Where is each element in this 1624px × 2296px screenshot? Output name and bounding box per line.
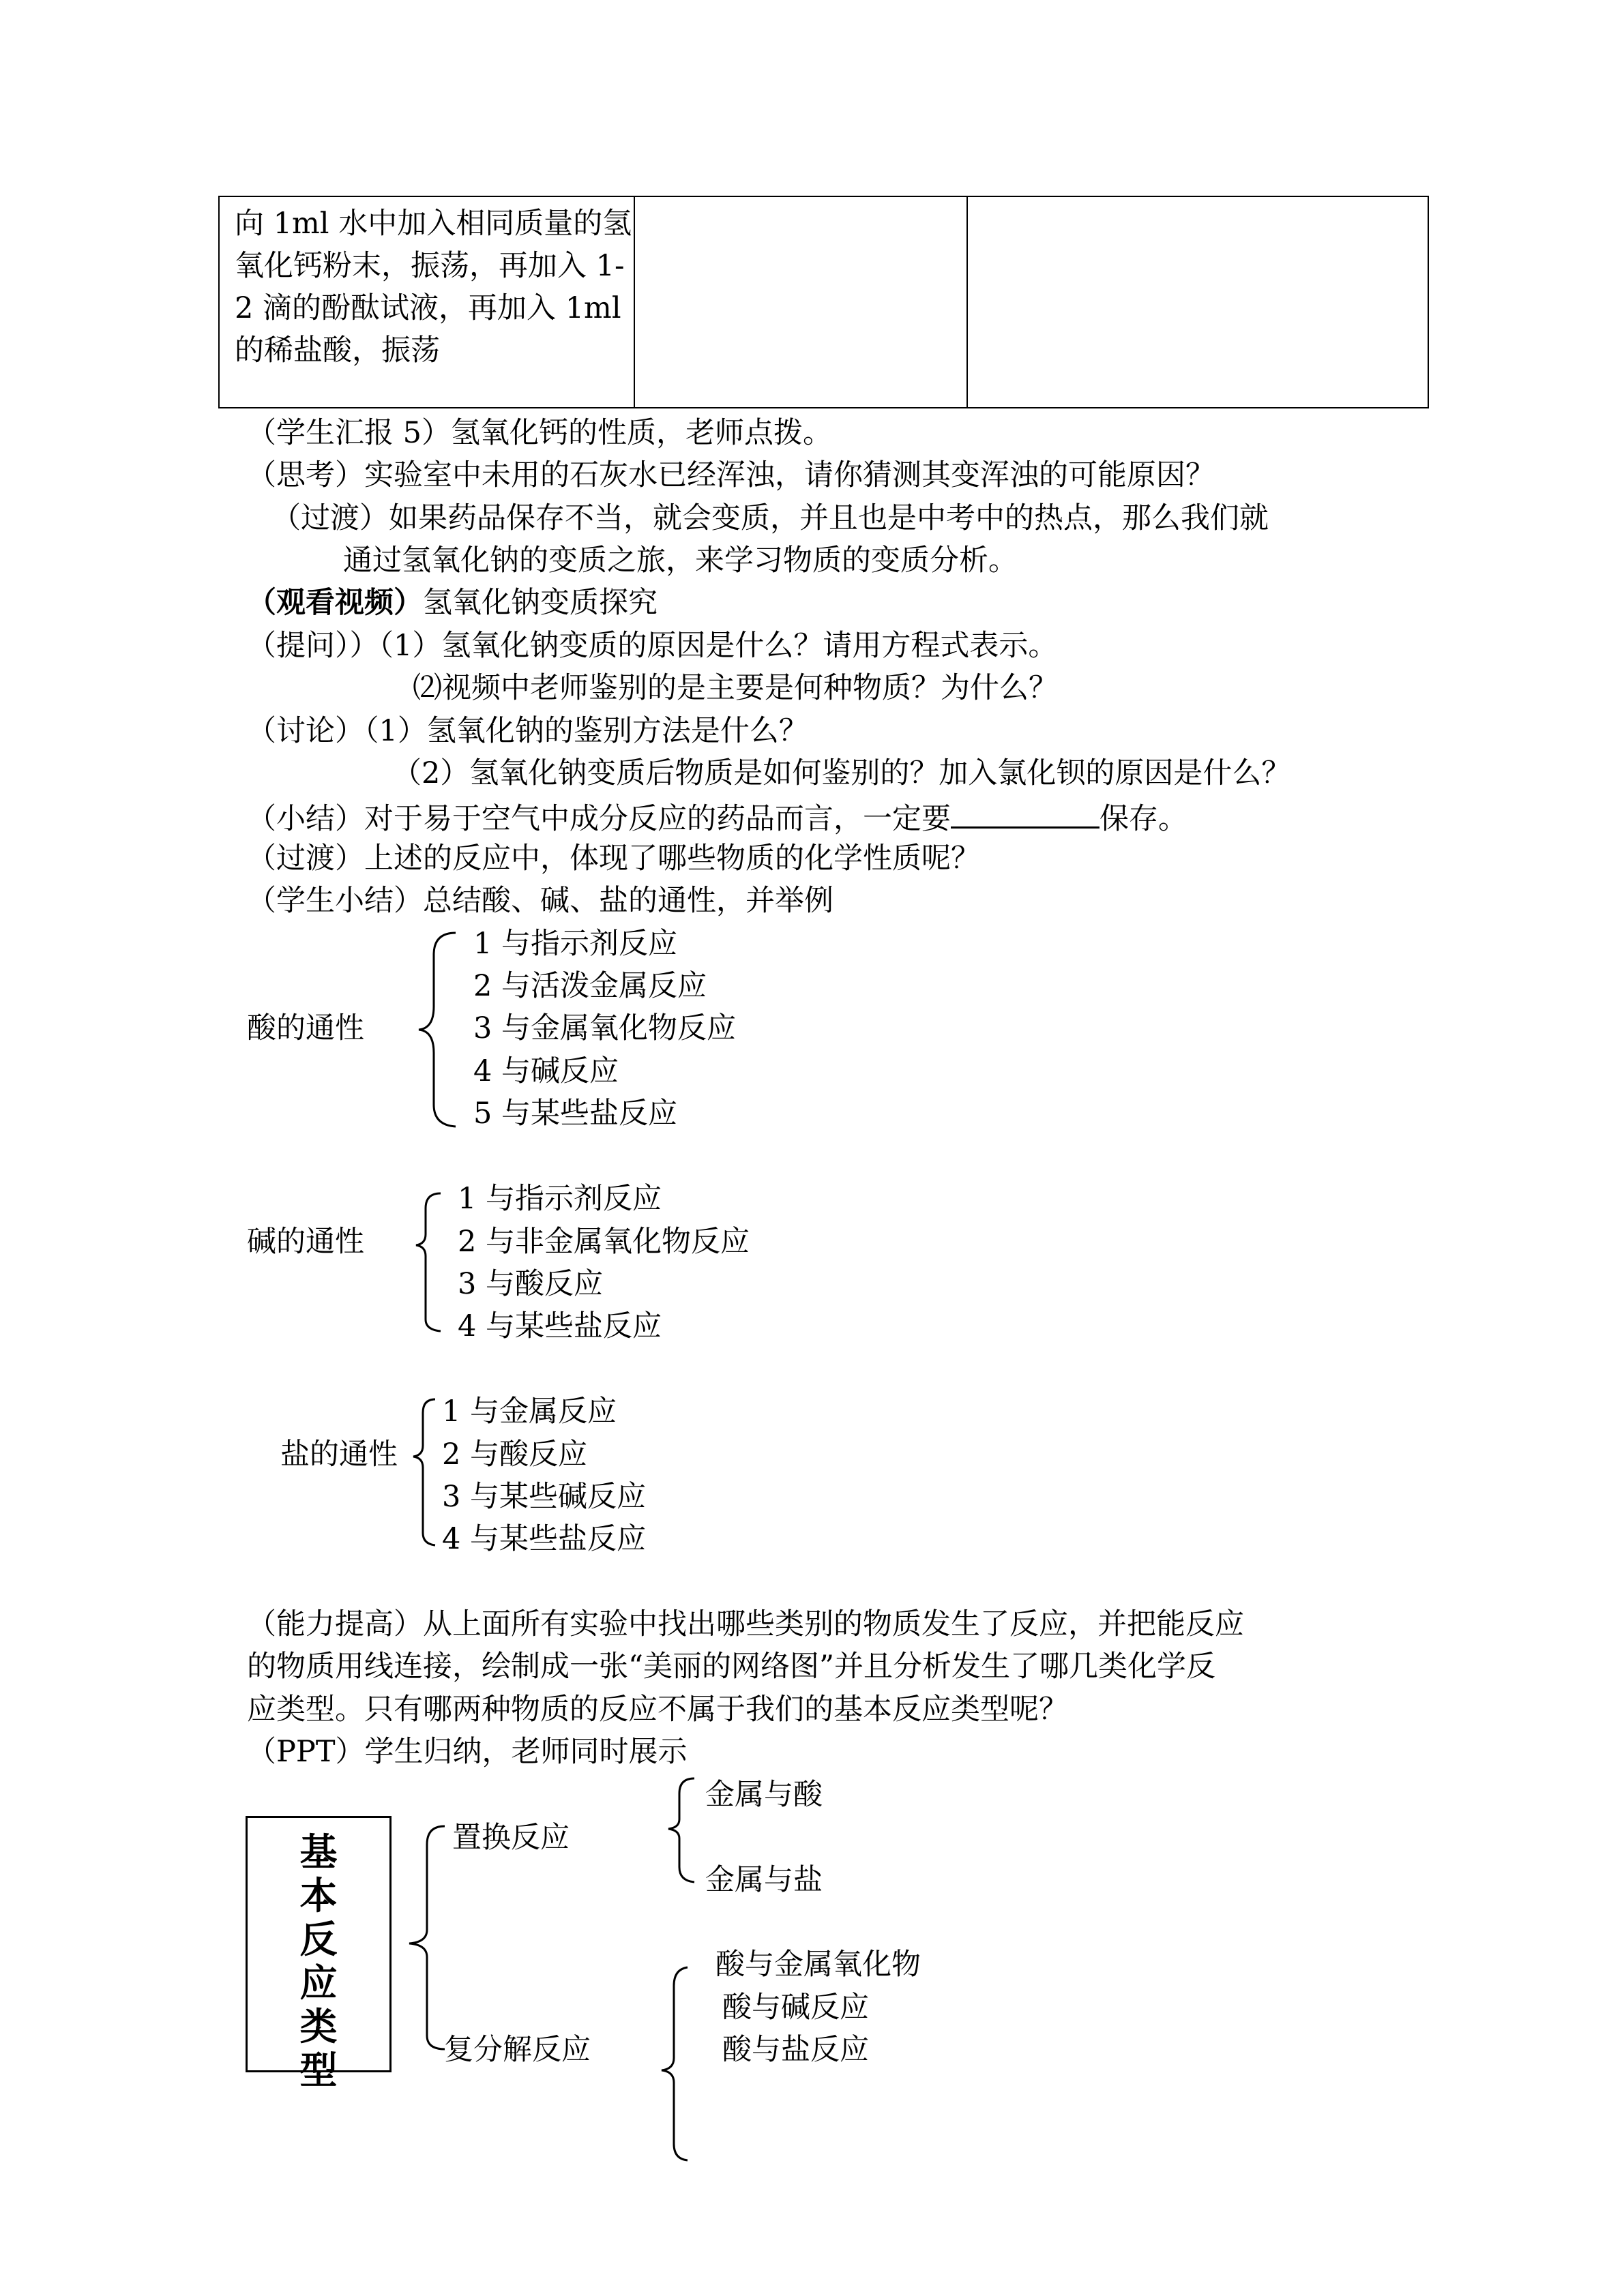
ability-line-2: 的物质用线连接，绘制成一张“美丽的网络图”并且分析发生了哪几类化学反 — [247, 1650, 1215, 1684]
base-brace — [416, 1193, 441, 1331]
line-transition-2: 通过氢氧化钠的变质之旅，来学习物质的变质分析。 — [343, 543, 1018, 578]
video-text: 氢氧化钠变质探究 — [423, 586, 658, 620]
acid-item-2: 2 与活泼金属反应 — [473, 969, 707, 1003]
ability-line-1: （能力提高）从上面所有实验中找出哪些类别的物质发生了反应，并把能反应 — [247, 1607, 1244, 1641]
acid-item-5: 5 与某些盐反应 — [473, 1097, 678, 1131]
acid-item-1: 1 与指示剂反应 — [473, 927, 678, 961]
double-item-3: 酸与盐反应 — [722, 2033, 869, 2067]
salt-item-2: 2 与酸反应 — [442, 1437, 588, 1472]
main-brace — [409, 1826, 445, 2049]
replacement-label: 置换反应 — [452, 1821, 570, 1855]
salt-item-3: 3 与某些碱反应 — [442, 1480, 647, 1514]
line-transition-1: （过渡）如果药品保存不当，就会变质，并且也是中考中的热点，那么我们就 — [271, 501, 1269, 535]
summary-text-b: 保存。 — [1099, 802, 1187, 836]
video-label: （观看视频） — [247, 586, 423, 620]
acid-label: 酸的通性 — [247, 1011, 364, 1045]
line-transition-3: （过渡）上述的反应中，体现了哪些物质的化学性质呢？ — [247, 841, 980, 876]
line-discuss-2: （2）氢氧化钠变质后物质是如何鉴别的？加入氯化钡的原因是什么？ — [392, 756, 1291, 790]
line-student-report: （学生汇报 5）氢氧化钙的性质，老师点拨。 — [247, 416, 833, 450]
procedure-text: 向 1ml 水中加入相同质量的氢氧化钙粉末，振荡，再加入 1-2 滴的酚酞试液，再加入 1ml 的稀盐酸，振荡 — [235, 207, 632, 368]
base-item-2: 2 与非金属氧化物反应 — [458, 1225, 750, 1259]
salt-brace — [413, 1399, 435, 1545]
replacement-item-1: 金属与酸 — [705, 1778, 823, 1812]
line-think: （思考）实验室中未用的石灰水已经浑浊，请你猜测其变浑浊的可能原因？ — [247, 458, 1215, 492]
replacement-item-2: 金属与盐 — [705, 1863, 823, 1897]
reaction-types-title: 基本反应类型 — [299, 1830, 338, 2092]
base-label: 碱的通性 — [247, 1225, 364, 1259]
replacement-brace — [668, 1778, 694, 1882]
line-student-summary: （学生小结）总结酸、碱、盐的通性，并举例 — [247, 884, 833, 918]
salt-item-4: 4 与某些盐反应 — [442, 1522, 647, 1556]
line-question-1: （提问））（1）氢氧化钠变质的原因是什么？请用方程式表示。 — [247, 629, 1058, 663]
summary-text-a: （小结）对于易于空气中成分反应的药品而言，一定要 — [247, 802, 951, 836]
base-item-3: 3 与酸反应 — [458, 1267, 604, 1301]
double-item-2: 酸与碱反应 — [722, 1991, 869, 2025]
line-discuss-1: （讨论）（1）氢氧化钠的鉴别方法是什么？ — [247, 714, 808, 748]
base-item-4: 4 与某些盐反应 — [458, 1309, 662, 1343]
salt-item-1: 1 与金属反应 — [442, 1395, 617, 1429]
ppt-line: （PPT）学生归纳，老师同时展示 — [247, 1735, 688, 1769]
salt-label: 盐的通性 — [280, 1437, 398, 1472]
acid-item-4: 4 与碱反应 — [473, 1054, 619, 1088]
acid-item-3: 3 与金属氧化物反应 — [473, 1011, 737, 1045]
ability-line-3: 应类型。只有哪两种物质的反应不属于我们的基本反应类型呢？ — [247, 1693, 1068, 1727]
double-brace — [662, 1967, 688, 2160]
double-decomposition-label: 复分解反应 — [444, 2033, 591, 2067]
base-item-1: 1 与指示剂反应 — [458, 1182, 662, 1216]
double-item-1: 酸与金属氧化物 — [715, 1948, 921, 1982]
line-question-2: ⑵视频中老师鉴别的是主要是何种物质？为什么？ — [413, 671, 1058, 705]
acid-brace — [419, 933, 456, 1127]
